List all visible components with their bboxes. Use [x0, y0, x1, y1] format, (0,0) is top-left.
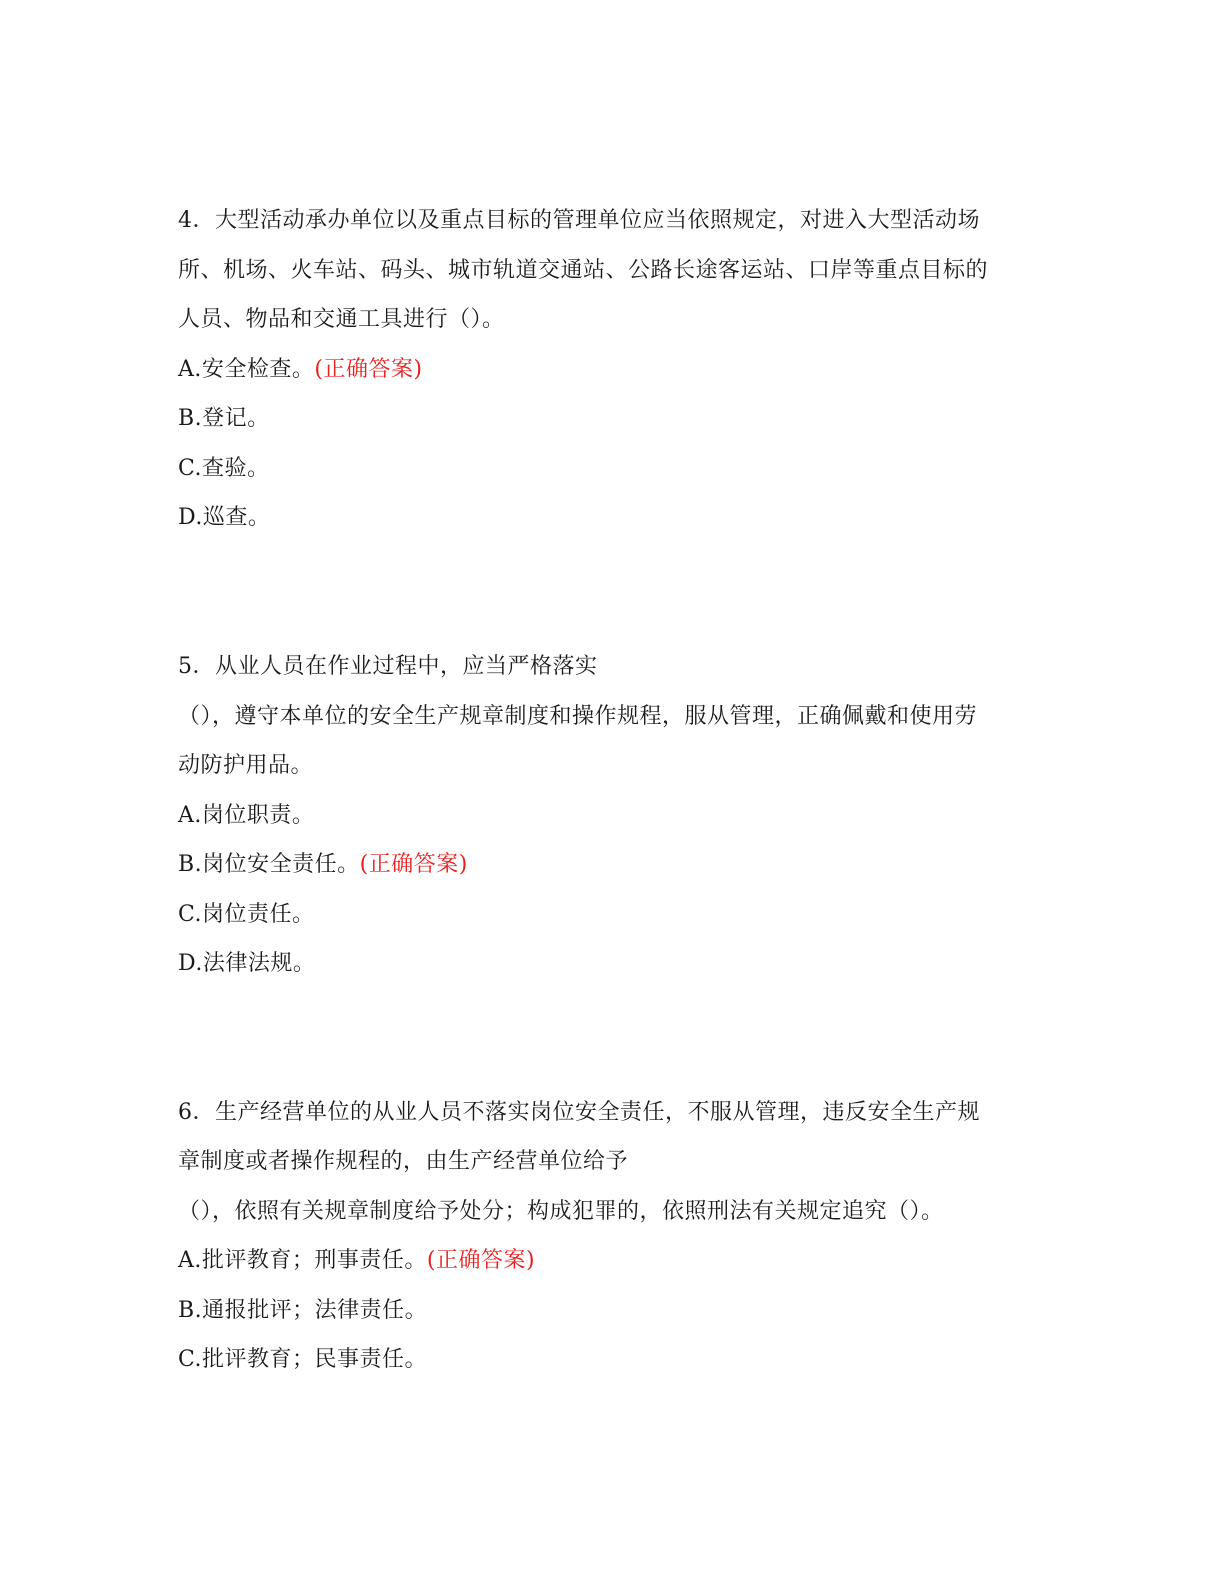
option-text: A.安全检查。: [178, 357, 315, 382]
question-stem-line: 4．大型活动承办单位以及重点目标的管理单位应当依照规定，对进入大型活动场: [178, 208, 980, 233]
option-d: [178, 949, 315, 979]
correct-answer-mark: (正确答案): [426, 1248, 536, 1273]
option-text: B.通报批评；法律责任。: [178, 1298, 428, 1323]
option-text: C.岗位责任。: [178, 902, 315, 927]
question-stem-line: 6．生产经营单位的从业人员不落实岗位安全责任，不服从管理，违反安全生产规: [178, 1100, 980, 1125]
question-stem-line: （），依照有关规章制度给予处分；构成犯罪的，依照刑法有关规定追究（）。: [178, 1199, 944, 1224]
option-text: C.批评教育；民事责任。: [178, 1347, 428, 1372]
option-text: A.批评教育；刑事责任。: [178, 1248, 427, 1273]
option-a: [178, 355, 423, 385]
correct-answer-mark: (正确答案): [314, 357, 423, 382]
option-text: B.岗位安全责任。: [178, 852, 360, 877]
option-c: [178, 900, 315, 930]
option-text: D.巡查。: [178, 505, 271, 530]
option-text: A.岗位职责。: [178, 803, 315, 828]
question-stem-line: 5．从业人员在作业过程中，应当严格落实: [178, 654, 598, 679]
option-text: C.查验。: [178, 456, 270, 481]
option-text: D.法律法规。: [178, 951, 316, 976]
option-d: [178, 503, 270, 533]
option-a: [178, 1246, 535, 1276]
question-stem-line: （），遵守本单位的安全生产规章制度和操作规程，服从管理，正确佩戴和使用劳: [178, 704, 978, 729]
question-stem-line: 章制度或者操作规程的，由生产经营单位给予: [178, 1149, 629, 1174]
question-stem-line: 人员、物品和交通工具进行（）。: [178, 307, 505, 332]
option-c: [178, 454, 270, 484]
option-b: [178, 1296, 427, 1326]
question-stem-line: 动防护用品。: [178, 753, 314, 778]
option-c: [178, 1345, 427, 1375]
correct-answer-mark: (正确答案): [359, 852, 468, 877]
option-b: [178, 404, 270, 434]
option-b: [178, 850, 468, 880]
option-text: B.登记。: [178, 406, 270, 431]
option-a: [178, 801, 314, 831]
question-stem-line: 所、机场、火车站、码头、城市轨道交通站、公路长途客运站、口岸等重点目标的: [178, 258, 989, 283]
